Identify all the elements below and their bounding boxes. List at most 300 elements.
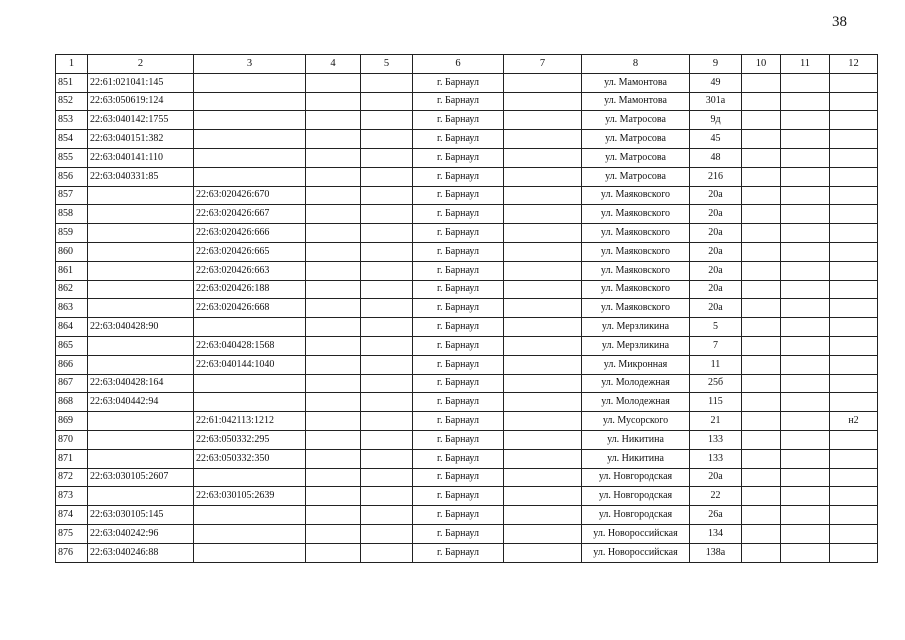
col-10-cell [742, 393, 781, 412]
col-7-cell [504, 261, 582, 280]
column-header: 2 [88, 55, 194, 74]
col-5-cell [361, 524, 413, 543]
col-10-cell [742, 468, 781, 487]
note-cell [830, 524, 878, 543]
note-cell [830, 205, 878, 224]
note-cell [830, 148, 878, 167]
house-number-cell: 134 [690, 524, 742, 543]
table-row [56, 242, 878, 261]
col-4-cell [306, 205, 361, 224]
cadastral-number-land-cell [88, 430, 194, 449]
table-row [56, 73, 878, 92]
house-number-cell: 25б [690, 374, 742, 393]
row-number-cell: 858 [56, 205, 88, 224]
col-7-cell [504, 186, 582, 205]
city-cell: г. Барнаул [413, 468, 504, 487]
col-11-cell [781, 280, 830, 299]
city-cell: г. Барнаул [413, 412, 504, 431]
cadastral-number-building-cell [194, 318, 306, 337]
cadastral-number-land-cell: 22:63:040331:85 [88, 167, 194, 186]
col-4-cell [306, 224, 361, 243]
cadastral-number-building-cell [194, 543, 306, 562]
row-number-cell: 874 [56, 506, 88, 525]
house-number-cell: 22 [690, 487, 742, 506]
city-cell: г. Барнаул [413, 186, 504, 205]
note-cell [830, 280, 878, 299]
city-cell: г. Барнаул [413, 242, 504, 261]
col-4-cell [306, 524, 361, 543]
col-10-cell [742, 261, 781, 280]
cadastral-number-land-cell [88, 280, 194, 299]
house-number-cell: 5 [690, 318, 742, 337]
column-header: 9 [690, 55, 742, 74]
note-cell [830, 299, 878, 318]
row-number-cell: 872 [56, 468, 88, 487]
house-number-cell: 301а [690, 92, 742, 111]
col-10-cell [742, 186, 781, 205]
header-row [56, 55, 878, 74]
cadastral-number-land-cell: 22:63:040242:96 [88, 524, 194, 543]
note-cell [830, 430, 878, 449]
col-10-cell [742, 280, 781, 299]
col-11-cell [781, 355, 830, 374]
col-10-cell [742, 374, 781, 393]
table-row [56, 524, 878, 543]
column-header: 11 [781, 55, 830, 74]
note-cell [830, 318, 878, 337]
col-7-cell [504, 280, 582, 299]
house-number-cell: 45 [690, 130, 742, 149]
cadastral-number-building-cell [194, 524, 306, 543]
street-cell: ул. Мерзликина [582, 336, 690, 355]
col-10-cell [742, 412, 781, 431]
cadastral-number-building-cell [194, 111, 306, 130]
col-7-cell [504, 374, 582, 393]
city-cell: г. Барнаул [413, 524, 504, 543]
note-cell [830, 393, 878, 412]
column-header: 7 [504, 55, 582, 74]
city-cell: г. Барнаул [413, 543, 504, 562]
col-4-cell [306, 412, 361, 431]
column-header: 1 [56, 55, 88, 74]
row-number-cell: 853 [56, 111, 88, 130]
col-4-cell [306, 430, 361, 449]
col-10-cell [742, 524, 781, 543]
col-11-cell [781, 468, 830, 487]
cadastral-number-building-cell: 22:63:050332:295 [194, 430, 306, 449]
col-10-cell [742, 73, 781, 92]
cadastral-number-building-cell [194, 92, 306, 111]
table-row [56, 205, 878, 224]
cadastral-number-building-cell: 22:63:020426:667 [194, 205, 306, 224]
col-10-cell [742, 130, 781, 149]
col-5-cell [361, 468, 413, 487]
col-4-cell [306, 487, 361, 506]
cadastral-number-land-cell [88, 355, 194, 374]
col-5-cell [361, 487, 413, 506]
col-5-cell [361, 92, 413, 111]
table-row [56, 130, 878, 149]
table-body [56, 73, 878, 562]
street-cell: ул. Мамонтова [582, 73, 690, 92]
col-10-cell [742, 487, 781, 506]
col-7-cell [504, 412, 582, 431]
cadastral-number-building-cell [194, 393, 306, 412]
cadastral-number-building-cell: 22:63:040428:1568 [194, 336, 306, 355]
table-row [56, 336, 878, 355]
col-11-cell [781, 412, 830, 431]
page-number: 38 [832, 14, 847, 30]
col-4-cell [306, 186, 361, 205]
col-7-cell [504, 205, 582, 224]
note-cell [830, 449, 878, 468]
cadastral-number-land-cell: 22:63:030105:2607 [88, 468, 194, 487]
row-number-cell: 856 [56, 167, 88, 186]
col-10-cell [742, 299, 781, 318]
city-cell: г. Барнаул [413, 430, 504, 449]
house-number-cell: 20а [690, 468, 742, 487]
table-row [56, 393, 878, 412]
col-5-cell [361, 318, 413, 337]
col-11-cell [781, 543, 830, 562]
col-7-cell [504, 148, 582, 167]
col-4-cell [306, 73, 361, 92]
city-cell: г. Барнаул [413, 299, 504, 318]
col-4-cell [306, 111, 361, 130]
table-row [56, 92, 878, 111]
column-header: 5 [361, 55, 413, 74]
cadastral-number-building-cell: 22:63:050332:350 [194, 449, 306, 468]
table-row [56, 430, 878, 449]
table-row [56, 186, 878, 205]
city-cell: г. Барнаул [413, 73, 504, 92]
col-11-cell [781, 130, 830, 149]
col-11-cell [781, 374, 830, 393]
col-5-cell [361, 73, 413, 92]
cadastral-number-building-cell [194, 73, 306, 92]
col-4-cell [306, 167, 361, 186]
col-5-cell [361, 148, 413, 167]
city-cell: г. Барнаул [413, 261, 504, 280]
col-5-cell [361, 374, 413, 393]
cadastral-number-land-cell [88, 242, 194, 261]
cadastral-number-land-cell: 22:63:040428:90 [88, 318, 194, 337]
city-cell: г. Барнаул [413, 355, 504, 374]
street-cell: ул. Новороссийская [582, 543, 690, 562]
city-cell: г. Барнаул [413, 318, 504, 337]
city-cell: г. Барнаул [413, 92, 504, 111]
col-5-cell [361, 449, 413, 468]
row-number-cell: 857 [56, 186, 88, 205]
house-number-cell: 20а [690, 299, 742, 318]
col-11-cell [781, 393, 830, 412]
col-10-cell [742, 111, 781, 130]
note-cell [830, 73, 878, 92]
street-cell: ул. Новгородская [582, 468, 690, 487]
register-table [55, 54, 878, 563]
col-11-cell [781, 167, 830, 186]
col-4-cell [306, 280, 361, 299]
table-row [56, 543, 878, 562]
col-7-cell [504, 449, 582, 468]
col-11-cell [781, 318, 830, 337]
col-10-cell [742, 148, 781, 167]
cadastral-number-land-cell: 22:63:040442:94 [88, 393, 194, 412]
house-number-cell: 48 [690, 148, 742, 167]
note-cell [830, 130, 878, 149]
cadastral-number-land-cell [88, 261, 194, 280]
table-row [56, 487, 878, 506]
city-cell: г. Барнаул [413, 506, 504, 525]
col-10-cell [742, 242, 781, 261]
cadastral-number-land-cell: 22:61:021041:145 [88, 73, 194, 92]
table-row [56, 449, 878, 468]
street-cell: ул. Мусорского [582, 412, 690, 431]
city-cell: г. Барнаул [413, 167, 504, 186]
column-header: 6 [413, 55, 504, 74]
house-number-cell: 20а [690, 242, 742, 261]
cadastral-number-building-cell: 22:63:020426:663 [194, 261, 306, 280]
house-number-cell: 20а [690, 280, 742, 299]
cadastral-number-building-cell [194, 374, 306, 393]
table-row [56, 355, 878, 374]
col-4-cell [306, 543, 361, 562]
col-7-cell [504, 355, 582, 374]
col-7-cell [504, 242, 582, 261]
note-cell [830, 242, 878, 261]
row-number-cell: 855 [56, 148, 88, 167]
col-5-cell [361, 412, 413, 431]
house-number-cell: 7 [690, 336, 742, 355]
col-5-cell [361, 543, 413, 562]
street-cell: ул. Никитина [582, 430, 690, 449]
col-11-cell [781, 487, 830, 506]
col-4-cell [306, 393, 361, 412]
col-10-cell [742, 430, 781, 449]
house-number-cell: 26а [690, 506, 742, 525]
table-row [56, 318, 878, 337]
column-header: 3 [194, 55, 306, 74]
column-header: 8 [582, 55, 690, 74]
row-number-cell: 859 [56, 224, 88, 243]
col-4-cell [306, 374, 361, 393]
col-5-cell [361, 355, 413, 374]
note-cell [830, 543, 878, 562]
col-7-cell [504, 299, 582, 318]
col-7-cell [504, 167, 582, 186]
col-4-cell [306, 299, 361, 318]
cadastral-number-land-cell [88, 412, 194, 431]
note-cell [830, 111, 878, 130]
city-cell: г. Барнаул [413, 393, 504, 412]
col-4-cell [306, 449, 361, 468]
col-4-cell [306, 336, 361, 355]
col-11-cell [781, 261, 830, 280]
house-number-cell: 49 [690, 73, 742, 92]
cadastral-number-building-cell [194, 130, 306, 149]
cadastral-number-land-cell: 22:63:050619:124 [88, 92, 194, 111]
row-number-cell: 861 [56, 261, 88, 280]
col-11-cell [781, 92, 830, 111]
col-10-cell [742, 92, 781, 111]
row-number-cell: 854 [56, 130, 88, 149]
street-cell: ул. Микронная [582, 355, 690, 374]
cadastral-number-land-cell: 22:63:030105:145 [88, 506, 194, 525]
col-5-cell [361, 224, 413, 243]
city-cell: г. Барнаул [413, 280, 504, 299]
city-cell: г. Барнаул [413, 130, 504, 149]
row-number-cell: 875 [56, 524, 88, 543]
street-cell: ул. Новороссийская [582, 524, 690, 543]
col-7-cell [504, 487, 582, 506]
table-row [56, 374, 878, 393]
table-row [56, 468, 878, 487]
city-cell: г. Барнаул [413, 111, 504, 130]
col-7-cell [504, 430, 582, 449]
col-11-cell [781, 111, 830, 130]
col-7-cell [504, 336, 582, 355]
house-number-cell: 115 [690, 393, 742, 412]
col-5-cell [361, 111, 413, 130]
house-number-cell: 216 [690, 167, 742, 186]
street-cell: ул. Матросова [582, 111, 690, 130]
col-11-cell [781, 430, 830, 449]
col-7-cell [504, 111, 582, 130]
house-number-cell: 133 [690, 430, 742, 449]
col-5-cell [361, 186, 413, 205]
cadastral-number-land-cell: 22:63:040246:88 [88, 543, 194, 562]
table-row [56, 280, 878, 299]
table-row [56, 506, 878, 525]
cadastral-number-building-cell: 22:63:020426:665 [194, 242, 306, 261]
col-7-cell [504, 130, 582, 149]
row-number-cell: 866 [56, 355, 88, 374]
street-cell: ул. Матросова [582, 148, 690, 167]
cadastral-number-building-cell [194, 468, 306, 487]
col-5-cell [361, 205, 413, 224]
col-5-cell [361, 430, 413, 449]
note-cell [830, 186, 878, 205]
row-number-cell: 862 [56, 280, 88, 299]
col-5-cell [361, 393, 413, 412]
col-7-cell [504, 468, 582, 487]
row-number-cell: 870 [56, 430, 88, 449]
house-number-cell: 9д [690, 111, 742, 130]
street-cell: ул. Маяковского [582, 261, 690, 280]
col-7-cell [504, 393, 582, 412]
city-cell: г. Барнаул [413, 205, 504, 224]
col-10-cell [742, 318, 781, 337]
table-row [56, 111, 878, 130]
house-number-cell: 138а [690, 543, 742, 562]
cadastral-number-land-cell [88, 487, 194, 506]
col-4-cell [306, 318, 361, 337]
street-cell: ул. Матросова [582, 167, 690, 186]
col-11-cell [781, 242, 830, 261]
street-cell: ул. Маяковского [582, 280, 690, 299]
col-10-cell [742, 224, 781, 243]
cadastral-number-building-cell: 22:63:020426:666 [194, 224, 306, 243]
col-10-cell [742, 355, 781, 374]
street-cell: ул. Маяковского [582, 205, 690, 224]
row-number-cell: 868 [56, 393, 88, 412]
col-11-cell [781, 299, 830, 318]
table-row [56, 167, 878, 186]
note-cell [830, 355, 878, 374]
street-cell: ул. Новгородская [582, 506, 690, 525]
cadastral-number-building-cell: 22:63:040144:1040 [194, 355, 306, 374]
col-10-cell [742, 205, 781, 224]
row-number-cell: 852 [56, 92, 88, 111]
house-number-cell: 21 [690, 412, 742, 431]
col-5-cell [361, 280, 413, 299]
table-row [56, 148, 878, 167]
col-11-cell [781, 449, 830, 468]
note-cell [830, 224, 878, 243]
row-number-cell: 865 [56, 336, 88, 355]
house-number-cell: 133 [690, 449, 742, 468]
street-cell: ул. Маяковского [582, 299, 690, 318]
col-5-cell [361, 242, 413, 261]
col-7-cell [504, 543, 582, 562]
col-4-cell [306, 92, 361, 111]
street-cell: ул. Молодежная [582, 374, 690, 393]
cadastral-number-land-cell: 22:63:040142:1755 [88, 111, 194, 130]
cadastral-number-land-cell [88, 224, 194, 243]
street-cell: ул. Маяковского [582, 242, 690, 261]
note-cell [830, 506, 878, 525]
row-number-cell: 873 [56, 487, 88, 506]
col-4-cell [306, 468, 361, 487]
col-10-cell [742, 506, 781, 525]
col-5-cell [361, 261, 413, 280]
city-cell: г. Барнаул [413, 148, 504, 167]
column-header: 10 [742, 55, 781, 74]
col-10-cell [742, 449, 781, 468]
cadastral-number-building-cell [194, 506, 306, 525]
note-cell [830, 167, 878, 186]
note-cell [830, 92, 878, 111]
street-cell: ул. Мерзликина [582, 318, 690, 337]
cadastral-number-land-cell [88, 299, 194, 318]
note-cell [830, 261, 878, 280]
city-cell: г. Барнаул [413, 224, 504, 243]
cadastral-number-land-cell [88, 205, 194, 224]
col-5-cell [361, 506, 413, 525]
city-cell: г. Барнаул [413, 449, 504, 468]
column-header: 12 [830, 55, 878, 74]
col-7-cell [504, 506, 582, 525]
street-cell: ул. Мамонтова [582, 92, 690, 111]
col-11-cell [781, 524, 830, 543]
city-cell: г. Барнаул [413, 487, 504, 506]
col-4-cell [306, 148, 361, 167]
house-number-cell: 11 [690, 355, 742, 374]
col-11-cell [781, 336, 830, 355]
cadastral-number-building-cell: 22:61:042113:1212 [194, 412, 306, 431]
col-5-cell [361, 336, 413, 355]
house-number-cell: 20а [690, 224, 742, 243]
column-header: 4 [306, 55, 361, 74]
col-10-cell [742, 543, 781, 562]
house-number-cell: 20а [690, 205, 742, 224]
street-cell: ул. Маяковского [582, 186, 690, 205]
house-number-cell: 20а [690, 186, 742, 205]
row-number-cell: 864 [56, 318, 88, 337]
house-number-cell: 20а [690, 261, 742, 280]
cadastral-number-building-cell: 22:63:020426:668 [194, 299, 306, 318]
col-11-cell [781, 73, 830, 92]
